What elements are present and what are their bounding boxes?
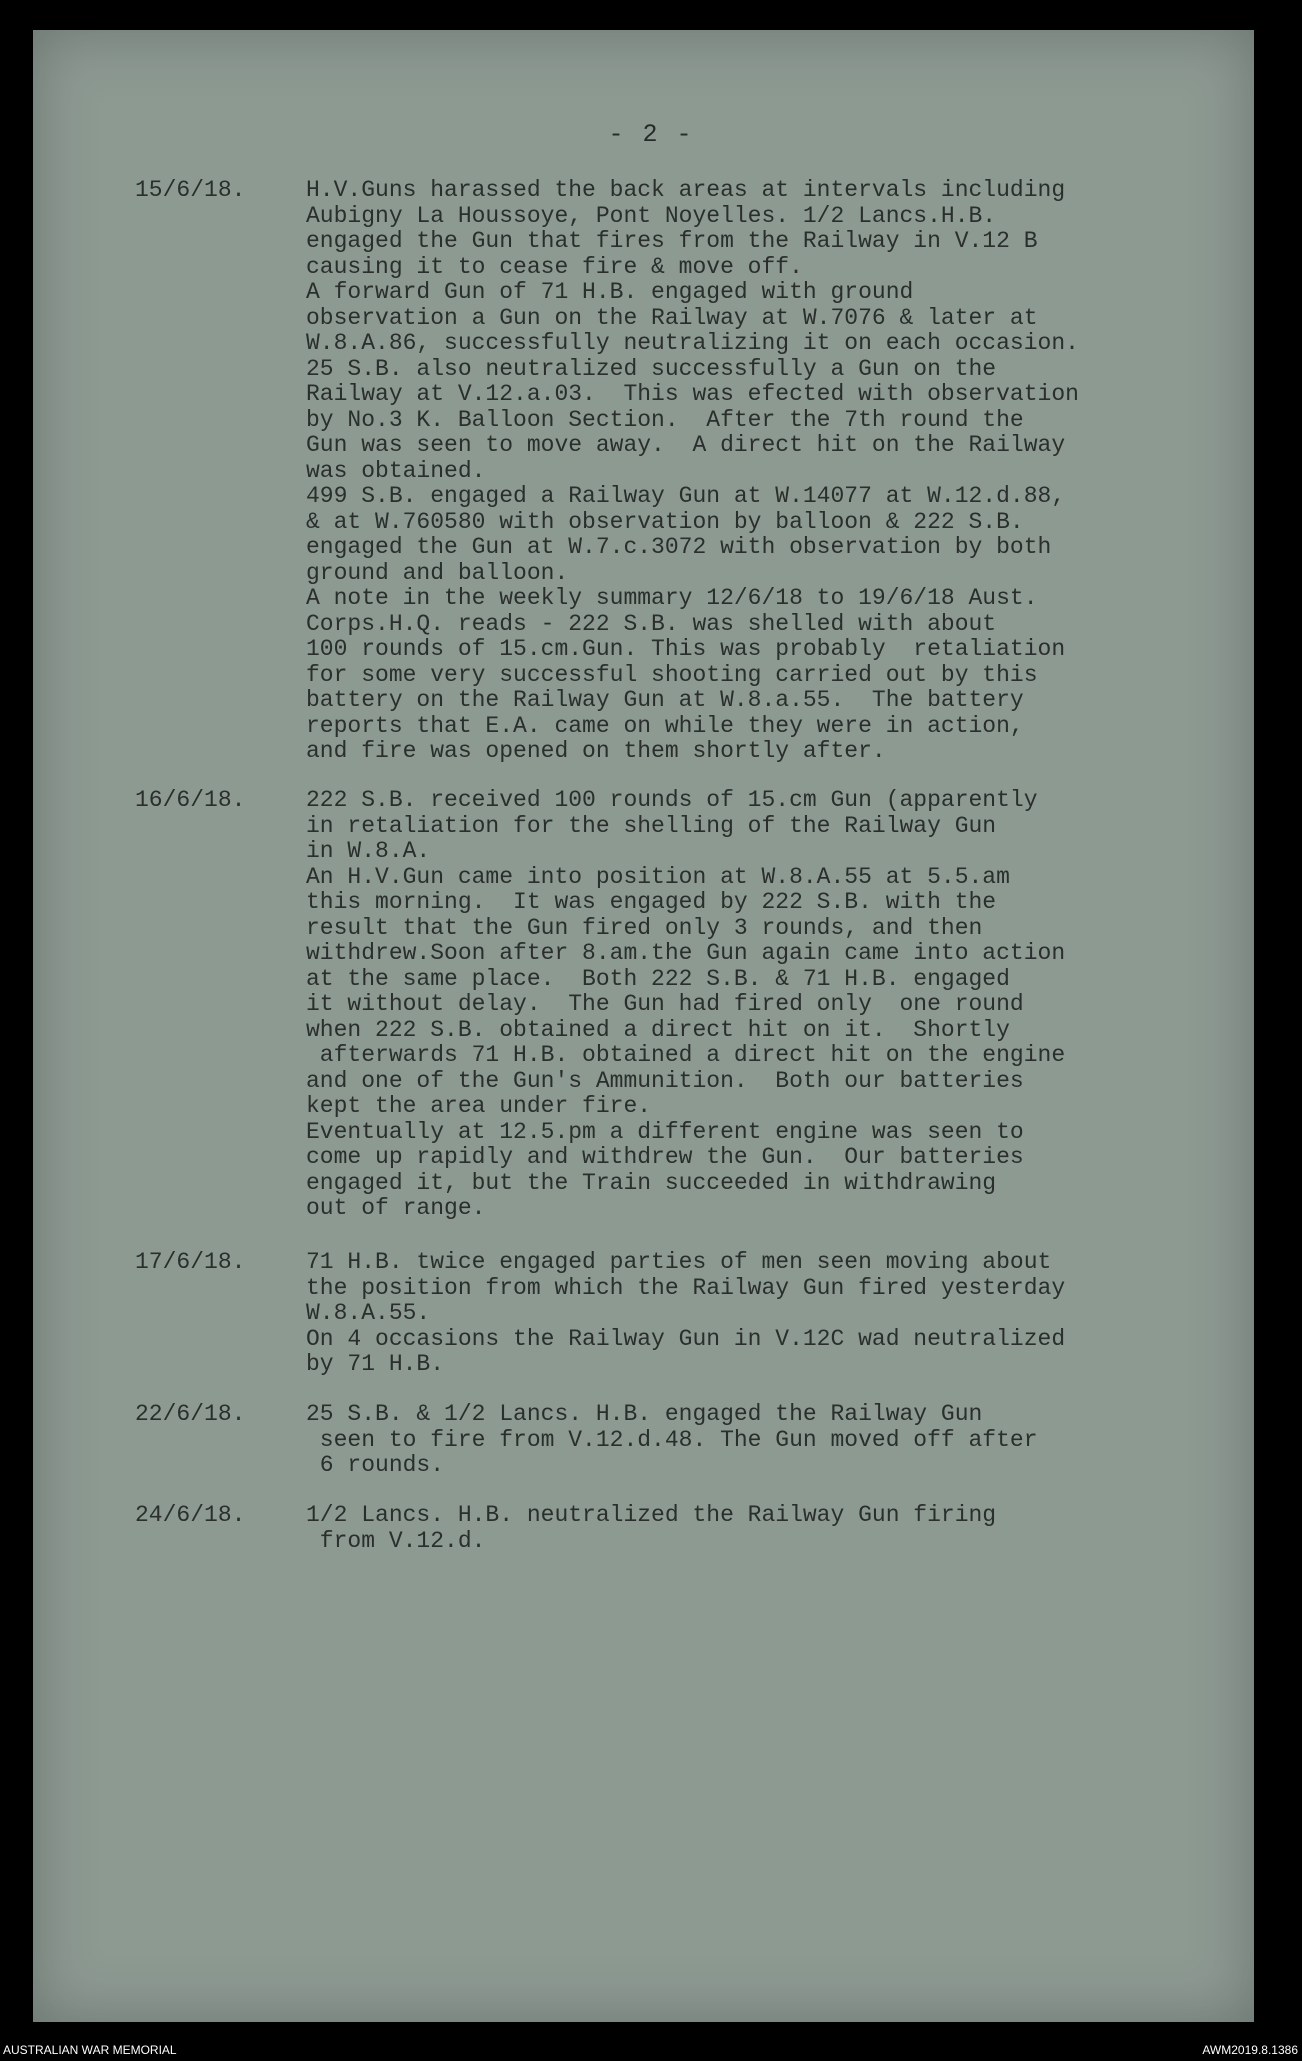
entry-paragraph: 25 S.B. & 1/2 Lancs. H.B. engaged the Railway Gun seen to fire from V.12.d.48. The Gun moved off after 6 rounds. (306, 1401, 1038, 1478)
page-number: - 2 - (608, 120, 694, 149)
entry-date: 16/6/18. (135, 787, 246, 813)
footer-archive-name: AUSTRALIAN WAR MEMORIAL (3, 2043, 177, 2057)
entry-paragraph: Eventually at 12.5.pm a different engine was seen to come up rapidly and withdrew the Gun. Our batteries engaged it, but the Train succeeded in withdrawing out of range. (306, 1118, 1024, 1221)
entry-paragraph: On 4 occasions the Railway Gun in V.12C wad neutralized by 71 H.B. (306, 1325, 1066, 1377)
entry-body (306, 1402, 1206, 1479)
entry-date: 22/6/18. (135, 1401, 246, 1427)
entry-paragraph: 71 H.B. twice engaged parties of men seen moving about the position from which the Railway Gun fired yesterday W.8.A.55. (306, 1249, 1066, 1326)
entry-paragraph: A note in the weekly summary 12/6/18 to 19/6/18 Aust. Corps.H.Q. reads - 222 S.B. was shelled with about 100 rounds of 15.cm.Gun. This was probably retaliation for some very successful shooting carried out by this battery on the Railway Gun at W.8.a.55. The battery reports that E.A. came on while they were in action, and fire was opened on them shortly after. (306, 585, 1066, 764)
entry-body (306, 1503, 1206, 1554)
entry-body (306, 1250, 1206, 1378)
entry-paragraph: An H.V.Gun came into position at W.8.A.55 at 5.5.am this morning. It was engaged by 222 S.B. with the result that the Gun fired only 3 rounds, and then withdrew.Soon after 8.am.the Gun again came into action at the same place. Both 222 S.B. & 71 H.B. engaged it without delay. The Gun had fired only one round when 222 S.B. obtained a direct hit on it. Shortly afterwards 71 H.B. obtained a direct hit on the engine and one of the Gun's Ammunition. Both our batteries kept the area under fire. (306, 863, 1066, 1119)
entry-paragraph: 1/2 Lancs. H.B. neutralized the Railway Gun firing from V.12.d. (306, 1502, 997, 1554)
entry-body (306, 178, 1206, 765)
entry-paragraph: A forward Gun of 71 H.B. engaged with ground observation a Gun on the Railway at W.7076 & later at W.8.A.86, successfully neutralizing it on each occasion. 25 S.B. also neutralized successfully a Gun on the Railway at V.12.a.03. This was efected with observation by No.3 K. Balloon Section. After the 7th round the Gun was seen to move away. A direct hit on the Railway was obtained. (306, 279, 1079, 484)
entry-paragraph: 499 S.B. engaged a Railway Gun at W.14077 at W.12.d.88, & at W.760580 with observation by balloon & 222 S.B. engaged the Gun at W.7.c.3072 with observation by both ground and balloon. (306, 483, 1066, 586)
entry-date: 24/6/18. (135, 1502, 246, 1528)
entry-paragraph: H.V.Guns harassed the back areas at intervals including Aubigny La Houssoye, Pont Noyelles. 1/2 Lancs.H.B. engaged the Gun that fires from the Railway in V.12 B causing it to cease fire & move off. (306, 177, 1066, 280)
entry-date: 17/6/18. (135, 1249, 246, 1275)
entry-body (306, 788, 1206, 1222)
footer-accession-number: AWM2019.8.1386 (1202, 2043, 1298, 2057)
entry-date: 15/6/18. (135, 177, 246, 203)
entry-paragraph: 222 S.B. received 100 rounds of 15.cm Gun (apparently in retaliation for the shelling of the Railway Gun in W.8.A. (306, 787, 1038, 864)
